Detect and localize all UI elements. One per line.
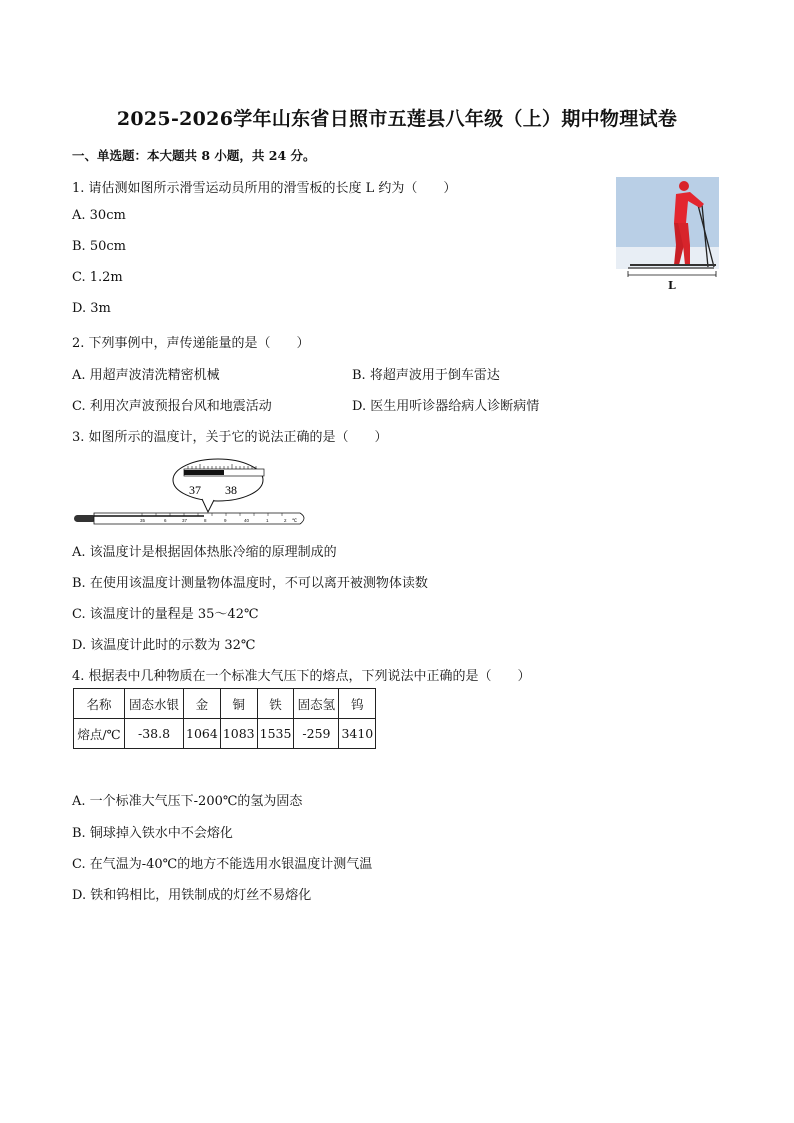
q2-stem: 2. 下列事例中，声传递能量的是（ ） [72,336,310,351]
scale-label-39: 9 [224,518,227,523]
table-cell: 铁 [257,689,294,719]
q2-option-c: C. 利用次声波预报台风和地震活动 [72,399,272,414]
table-cell: 名称 [74,689,125,719]
scale-label-41: 1 [266,518,269,523]
q4-stem: 4. 根据表中几种物质在一个标准大气压下的熔点，下列说法中正确的是（ ） [72,669,531,684]
zoom-label-37: 37 [189,483,201,497]
q4-option-c: C. 在气温为-40℃的地方不能选用水银温度计测气温 [72,857,373,872]
table-cell: 铜 [220,689,257,719]
scale-unit: ℃ [292,518,298,523]
q1-option-a: A. 30cm [72,208,126,223]
table-cell: -38.8 [125,719,184,749]
q1-stem: 1. 请估测如图所示滑雪运动员所用的滑雪板的长度 L 约为（ ） [72,181,457,196]
page-title: 2025-2026学年山东省日照市五莲县八年级（上）期中物理试卷 [116,108,678,130]
table-row [74,719,376,749]
q4-option-b: B. 铜球掉入铁水中不会熔化 [72,826,233,841]
q3-option-c: C. 该温度计的量程是 35～42℃ [72,607,259,622]
q1-option-b: B. 50cm [72,239,126,254]
scale-label-40: 40 [244,518,250,523]
table-cell: 固态水银 [125,689,184,719]
table-cell: 1535 [257,719,294,749]
zoom-label-38: 38 [225,483,237,497]
table-cell: 钨 [339,689,376,719]
q3-option-d: D. 该温度计此时的示数为 32℃ [72,638,256,653]
table-cell: -259 [294,719,339,749]
thermometer-tube [94,513,304,524]
skier-figure [616,177,719,277]
scale-label-35: 35 [140,518,146,523]
q4-option-d: D. 铁和钨相比，用铁制成的灯丝不易熔化 [72,888,312,903]
table-cell: 3410 [339,719,376,749]
thermometer-figure [72,456,312,528]
table-cell: 1083 [220,719,257,749]
table-header-row [74,689,376,719]
q3-option-b: B. 在使用该温度计测量物体温度时，不可以离开被测物体读数 [72,576,428,591]
table-cell: 1064 [184,719,221,749]
scale-label-36: 6 [164,518,167,523]
skier-head [679,181,689,191]
table-cell: 熔点/℃ [74,719,125,749]
q3-stem: 3. 如图所示的温度计，关于它的说法正确的是（ ） [72,430,388,445]
q1-option-d: D. 3m [72,301,111,316]
table-cell: 固态氢 [294,689,339,719]
q2-option-d: D. 医生用听诊器给病人诊断病情 [352,399,540,414]
ski-length-label: L [668,279,676,292]
scale-label-42: 2 [284,518,287,523]
q4-option-a: A. 一个标准大气压下-200℃的氢为固态 [72,794,303,809]
melting-point-table [73,688,376,749]
table-cell: 金 [184,689,221,719]
thermometer-bulb [74,515,96,522]
q3-option-a: A. 该温度计是根据固体热胀冷缩的原理制成的 [72,545,337,560]
q2-option-b: B. 将超声波用于倒车雷达 [352,368,500,383]
scale-label-37: 37 [182,518,188,523]
q2-option-a: A. 用超声波清洗精密机械 [72,368,220,383]
scale-label-38: 8 [204,518,207,523]
section-heading: 一、单选题：本大题共 8 小题，共 24 分。 [72,148,316,163]
q1-option-c: C. 1.2m [72,270,123,285]
